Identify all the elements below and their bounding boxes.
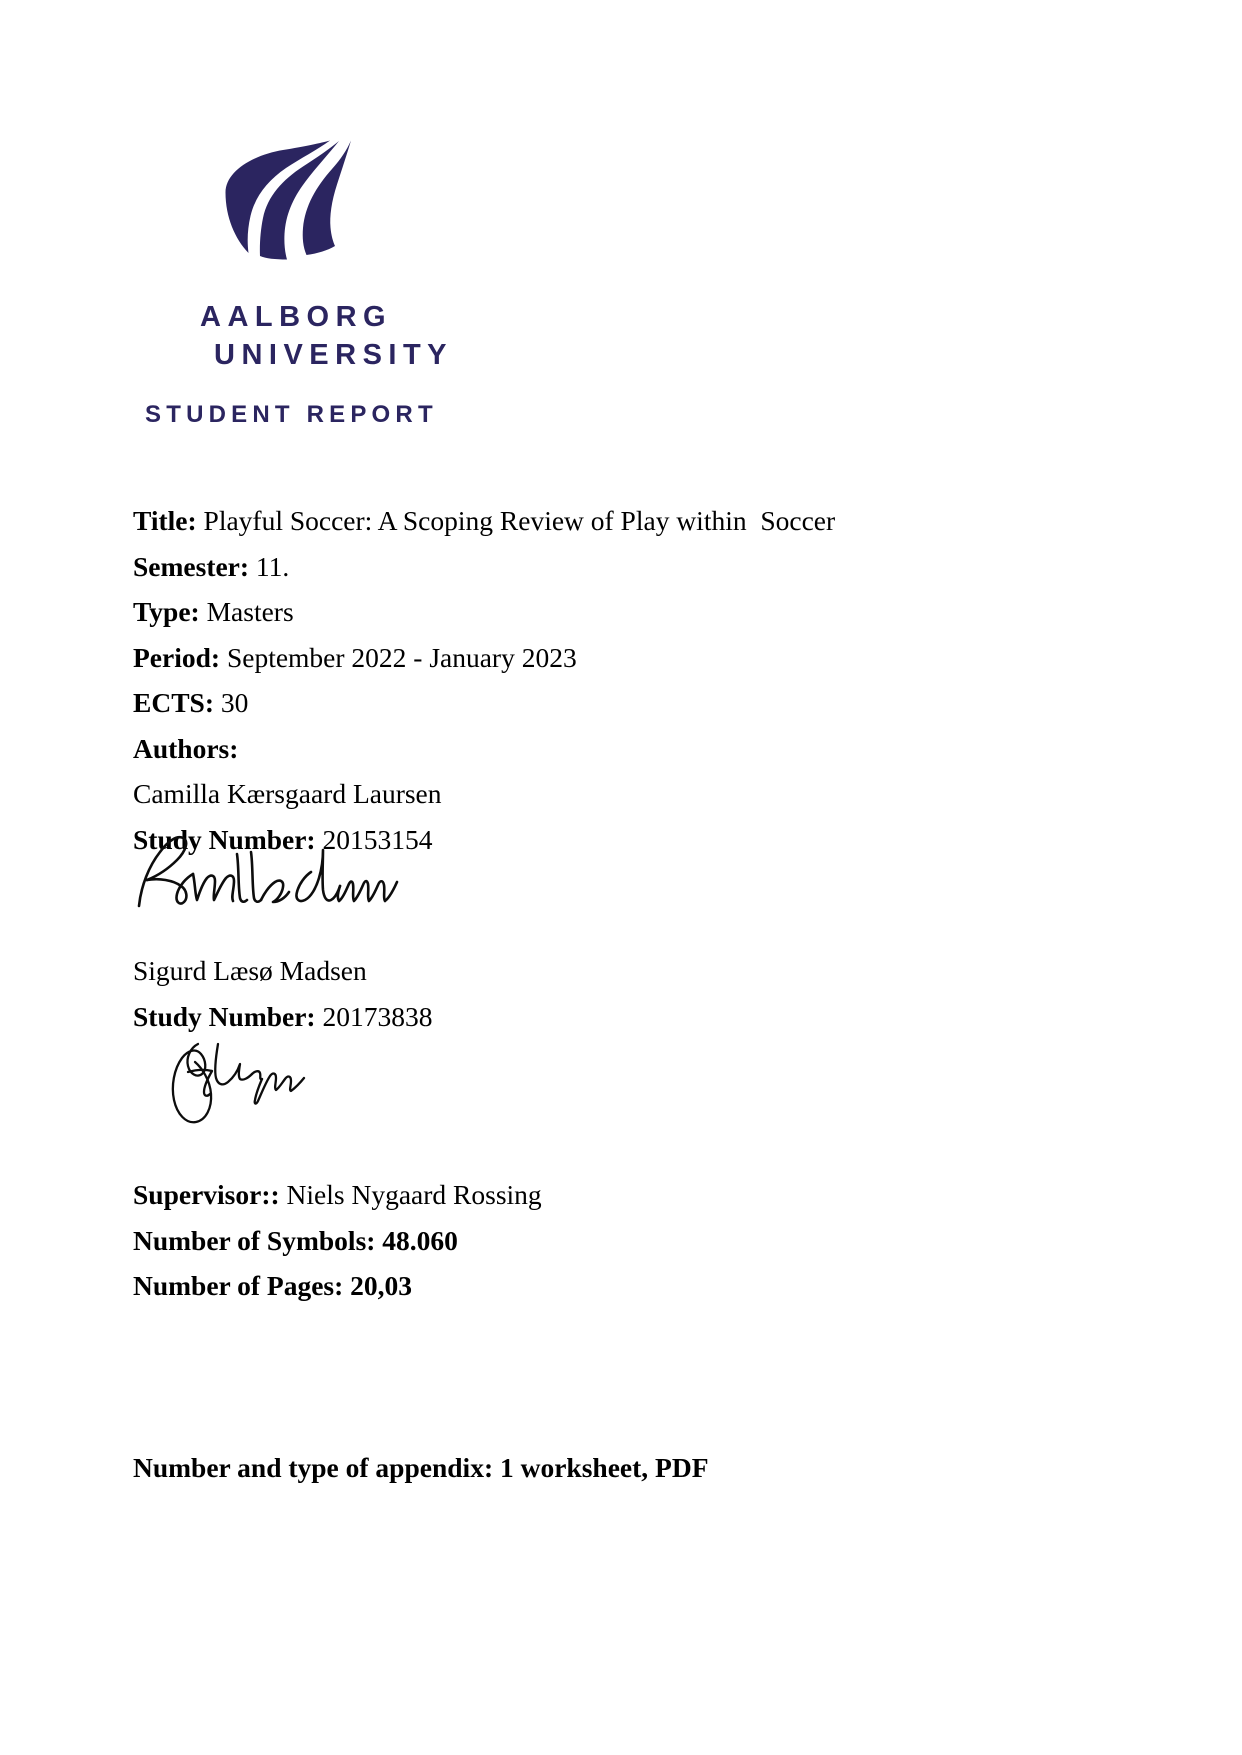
author2-study-number-value: 20173838 — [315, 1000, 433, 1032]
author1-study-number-value: 20153154 — [315, 823, 433, 855]
meta-row-ects — [133, 680, 1133, 726]
meta-row-type — [133, 589, 1133, 635]
meta-row-authors — [133, 726, 1133, 772]
supervisor-block — [133, 1172, 1133, 1309]
title-label: Title: — [133, 505, 197, 536]
meta-row-title — [133, 498, 1133, 544]
author2-signature — [168, 1038, 333, 1140]
title-value: Playful Soccer: A Scoping Review of Play within Soccer — [196, 505, 836, 536]
author1-name: Camilla Kærsgaard Laursen — [133, 778, 442, 809]
appendix-block — [133, 1445, 1133, 1491]
period-label: Period: — [133, 641, 221, 673]
period-value: September 2022 - January 2023 — [220, 641, 577, 673]
supervisor-value: Niels Nygaard Rossing — [279, 1179, 542, 1210]
supervisor-row — [133, 1172, 1133, 1218]
appendix-row: Number and type of appendix: 1 worksheet, PDF — [133, 1452, 709, 1483]
symbols-count-row: Number of Symbols: 48.060 — [133, 1224, 458, 1256]
ects-label: ECTS: — [133, 687, 214, 718]
meta-row-semester — [133, 544, 1133, 590]
authors-label: Authors: — [133, 732, 239, 764]
meta-row-period — [133, 635, 1133, 681]
author2-block — [133, 948, 1133, 1039]
wordmark-line-university: UNIVERSITY — [214, 339, 454, 372]
type-value: Masters — [199, 596, 294, 627]
author1-signature — [133, 828, 401, 908]
semester-value: 11. — [249, 550, 290, 582]
type-label: Type: — [133, 596, 200, 627]
supervisor-label: Supervisor:: — [133, 1179, 280, 1210]
author2-name: Sigurd Læsø Madsen — [133, 955, 367, 986]
aau-flame-logo-icon — [217, 140, 359, 262]
author2-study-number-row — [133, 994, 1133, 1040]
author2-study-number-label: Study Number: — [133, 1000, 316, 1032]
semester-label: Semester: — [133, 550, 250, 582]
university-logo-block — [145, 140, 765, 429]
report-metadata-block — [133, 498, 1133, 862]
author1-study-number-label: Study Number: — [133, 823, 316, 855]
university-wordmark — [200, 298, 765, 375]
ects-value: 30 — [214, 687, 249, 718]
student-report-label: STUDENT REPORT — [145, 400, 438, 428]
wordmark-line-aalborg: AALBORG — [200, 301, 393, 333]
pages-count-row: Number of Pages: 20,03 — [133, 1270, 413, 1301]
